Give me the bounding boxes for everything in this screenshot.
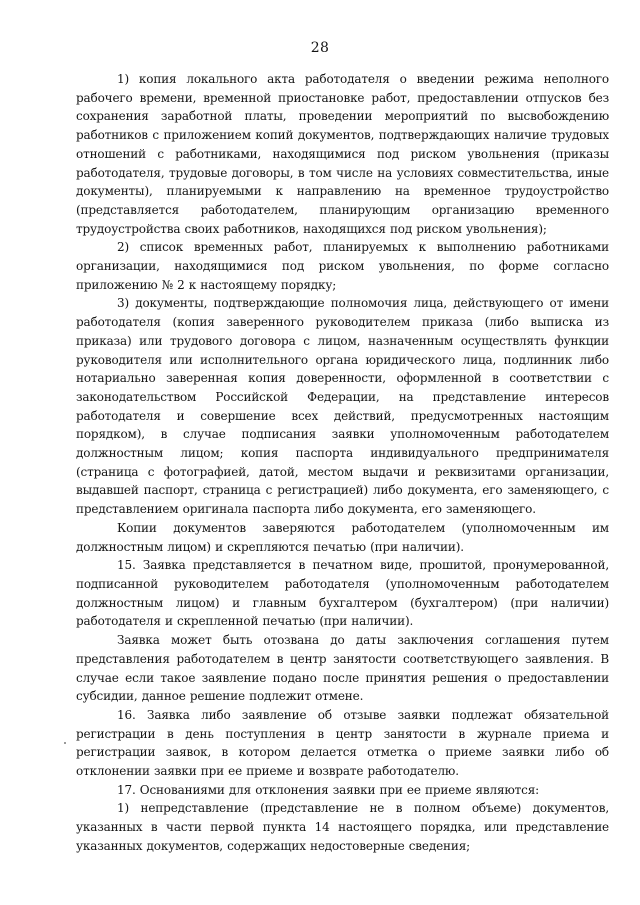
document-body bbox=[76, 70, 609, 856]
paragraph-item-3-authority-docs: 3) документы, подтверждающие полномочия лица, действующего от имени работодателя (копия заверенного руководителем приказа (либо выписка из приказа) или трудового договора с лицом, назначенным осуществлять функции руководителя или исполнительного органа юридического лица, подлинник либо нотариально заверенная копия доверенности, оформленной в соответствии с законодательством Российской Федерации, на представление интересов работодателя и совершение всех действий, предусмотренных настоящим порядком), в случае подписания заявки уполномоченным работодателем должностным лицом; копия паспорта индивидуального предпринимателя (страница с фотографией, датой, местом выдачи и реквизитами организации, выдавшей паспорт, страница с регистрацией) либо документа, его заменяющего, с представлением оригинала паспорта либо документа, его заменяющего. bbox=[76, 296, 609, 517]
paragraph-copies-certification: Копии документов заверяются работодателем (уполномоченным им должностным лицом) и скрепляются печатью (при наличии). bbox=[76, 520, 609, 554]
paragraph-clause-16: 16. Заявка либо заявление об отзыве заявки подлежат обязательной регистрации в день поступления в центр занятости в журнале приема и регистрации заявок, в котором делается отметка о приеме заявки либо об отклонении заявки при ее приеме и возврате работодателю. bbox=[76, 707, 609, 779]
page-number: 28 bbox=[310, 40, 330, 56]
paragraph-withdrawal: Заявка может быть отозвана до даты заключения соглашения путем представления работодателем в центр занятости соответствующего заявления. В случае если такое заявление подано после принятия решения о предоставлении субсидии, данное решение подлежит отмене. bbox=[76, 633, 609, 704]
paragraph-item-2-work-list: 2) список временных работ, планируемых к выполнению работниками организации, находящимися под риском увольнения, по форме согласно приложению № 2 к настоящему порядку; bbox=[76, 240, 609, 292]
paragraph-clause-17-item-1: 1) непредставление (представление не в полном объеме) документов, указанных в части первой пункта 14 настоящего порядка, или представление указанных документов, содержащих недостоверные сведения; bbox=[76, 801, 609, 853]
margin-mark bbox=[64, 742, 66, 744]
paragraph-item-1-act-copy: 1) копия локального акта работодателя о введении режима неполного рабочего времени, временной приостановке работ, предоставлении отпусков без сохранения заработной платы, проведении мероприятий по высвобождению работников с приложением копий документов, подтверждающих наличие трудовых отношений с работниками, находящимися под риском увольнения (приказы работодателя, трудовые договоры, в том числе на условиях совместительства, иные документы), планируемыми к направлению на временное трудоустройство (представляется работодателем, планирующим организацию временного трудоустройства своих работников, находящихся под риском увольнения); bbox=[76, 72, 609, 236]
paragraph-clause-15: 15. Заявка представляется в печатном виде, прошитой, пронумерованной, подписанной руководителем работодателя (уполномоченным работодателем должностным лицом) и главным бухгалтером (бухгалтером) (при наличии) работодателя и скрепленной печатью (при наличии). bbox=[76, 558, 609, 629]
paragraph-clause-17: 17. Основаниями для отклонения заявки при ее приеме являются: bbox=[117, 782, 540, 797]
